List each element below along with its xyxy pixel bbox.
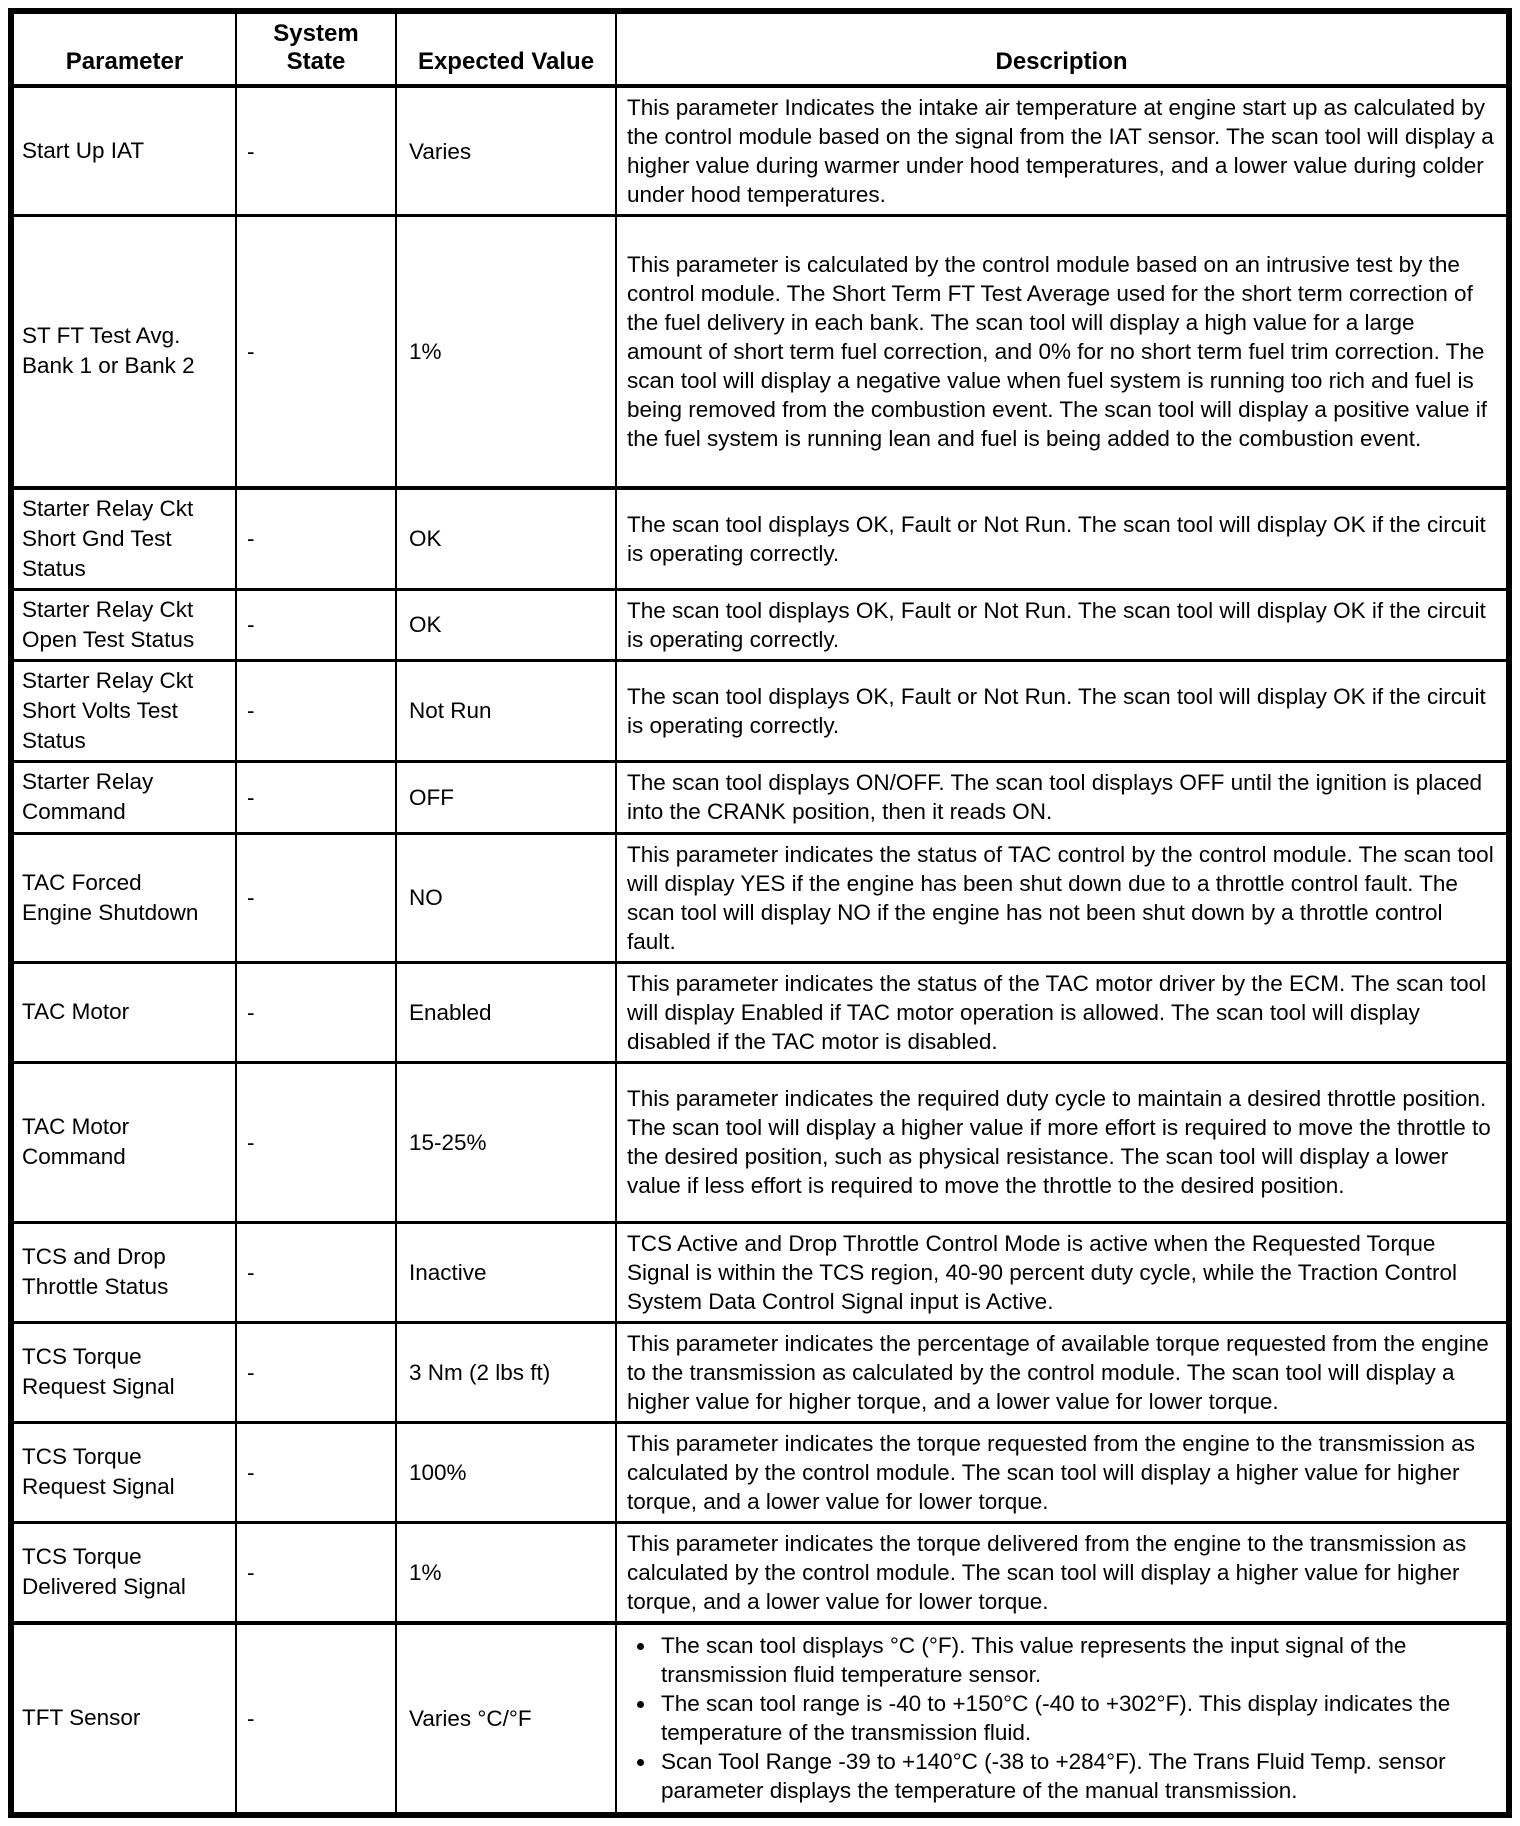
system-state-cell: - (236, 1422, 396, 1522)
description-cell: TCS Active and Drop Throttle Control Mode is active when the Requested Torque Signal is within the TCS region, 40-90 percent duty cycle, while the Traction Control System Data Control Signal input is Active. (616, 1222, 1509, 1322)
description-cell: This parameter indicates the torque requested from the engine to the transmission as calculated by the control module. The scan tool will display a higher value for higher torque, and a lower value for lower torque. (616, 1422, 1509, 1522)
system-state-cell: - (236, 86, 396, 216)
table-row (11, 1062, 1509, 1222)
parameter-cell: Starter Relay Ckt Short Gnd Test Status (11, 488, 236, 590)
expected-value-cell: Inactive (396, 1222, 616, 1322)
header-description: Description (616, 11, 1509, 86)
table-row (11, 1522, 1509, 1623)
scan-tool-data-table (8, 8, 1512, 1818)
system-state-cell: - (236, 833, 396, 962)
description-cell: This parameter indicates the required duty cycle to maintain a desired throttle position. The scan tool will display a higher value if more effort is required to move the throttle to the desired position, such as physical resistance. The scan tool will display a lower value if less effort is required to move the throttle to the desired position. (616, 1062, 1509, 1222)
expected-value-cell: 100% (396, 1422, 616, 1522)
description-cell: This parameter Indicates the intake air temperature at engine start up as calculated by the control module based on the signal from the IAT sensor. The scan tool will display a higher value during warmer under hood temperatures, and a lower value during colder under hood temperatures. (616, 86, 1509, 216)
header-parameter: Parameter (11, 11, 236, 86)
table-row (11, 488, 1509, 590)
table-row (11, 589, 1509, 660)
table-row (11, 1422, 1509, 1522)
system-state-cell: - (236, 761, 396, 833)
description-cell: The scan tool displays ON/OFF. The scan tool displays OFF until the ignition is placed into the CRANK position, then it reads ON. (616, 761, 1509, 833)
table-row (11, 1322, 1509, 1422)
system-state-cell: - (236, 1522, 396, 1623)
system-state-cell: - (236, 962, 396, 1062)
parameter-cell: ST FT Test Avg. Bank 1 or Bank 2 (11, 216, 236, 488)
description-cell: This parameter is calculated by the control module based on an intrusive test by the control module. The Short Term FT Test Average used for the short term correction of the fuel delivery in each bank. The scan tool will display a high value for a large amount of short term fuel correction, and 0% for no short term fuel trim correction. The scan tool will display a negative value when fuel system is running too rich and fuel is being removed from the combustion event. The scan tool will display a positive value if the fuel system is running lean and fuel is being added to the combustion event. (616, 216, 1509, 488)
system-state-cell: - (236, 1222, 396, 1322)
system-state-cell: - (236, 1322, 396, 1422)
parameter-cell: Start Up IAT (11, 86, 236, 216)
parameter-cell: TCS and Drop Throttle Status (11, 1222, 236, 1322)
header-expected-value: Expected Value (396, 11, 616, 86)
description-cell: The scan tool displays OK, Fault or Not Run. The scan tool will display OK if the circuit is operating correctly. (616, 660, 1509, 761)
system-state-cell: - (236, 589, 396, 660)
expected-value-cell: OFF (396, 761, 616, 833)
expected-value-cell: 15-25% (396, 1062, 616, 1222)
description-cell (616, 1623, 1509, 1815)
description-bullet: • The scan tool range is -40 to +150°C (-40 to +302°F). This display indicates the temperature of the transmission fluid. (657, 1689, 1494, 1747)
parameter-cell: TAC Motor Command (11, 1062, 236, 1222)
expected-value-cell: OK (396, 589, 616, 660)
description-bullet: • The scan tool displays °C (°F). This value represents the input signal of the transmission fluid temperature sensor. (657, 1631, 1494, 1689)
parameter-cell: Starter Relay Command (11, 761, 236, 833)
expected-value-cell: 1% (396, 1522, 616, 1623)
expected-value-cell: 3 Nm (2 lbs ft) (396, 1322, 616, 1422)
description-cell: This parameter indicates the status of TAC control by the control module. The scan tool will display YES if the engine has been shut down due to a throttle control fault. The scan tool will display NO if the engine has not been shut down by a throttle control fault. (616, 833, 1509, 962)
parameter-cell: TAC Forced Engine Shutdown (11, 833, 236, 962)
expected-value-cell: Varies °C/°F (396, 1623, 616, 1815)
table-row (11, 216, 1509, 488)
description-cell: This parameter indicates the status of the TAC motor driver by the ECM. The scan tool will display Enabled if TAC motor operation is allowed. The scan tool will display disabled if the TAC motor is disabled. (616, 962, 1509, 1062)
system-state-cell: - (236, 1062, 396, 1222)
table-header (11, 11, 1509, 86)
description-bullet-list (627, 1631, 1494, 1805)
expected-value-cell: Varies (396, 86, 616, 216)
table-row (11, 1222, 1509, 1322)
system-state-cell: - (236, 660, 396, 761)
parameter-cell: TAC Motor (11, 962, 236, 1062)
table-row (11, 761, 1509, 833)
header-row (11, 11, 1509, 86)
parameter-cell: Starter Relay Ckt Short Volts Test Status (11, 660, 236, 761)
table-body (11, 86, 1509, 1815)
system-state-cell: - (236, 216, 396, 488)
parameter-cell: TCS Torque Request Signal (11, 1322, 236, 1422)
description-cell: This parameter indicates the torque delivered from the engine to the transmission as calculated by the control module. The scan tool will display a higher value for higher torque, and a lower value for lower torque. (616, 1522, 1509, 1623)
expected-value-cell: 1% (396, 216, 616, 488)
parameter-cell: TCS Torque Request Signal (11, 1422, 236, 1522)
description-bullet: • Scan Tool Range -39 to +140°C (-38 to +284°F). The Trans Fluid Temp. sensor parameter displays the temperature of the manual transmission. (657, 1747, 1494, 1805)
header-system-state: System State (236, 11, 396, 86)
system-state-cell: - (236, 1623, 396, 1815)
expected-value-cell: Not Run (396, 660, 616, 761)
table-row (11, 1623, 1509, 1815)
expected-value-cell: NO (396, 833, 616, 962)
table-row (11, 86, 1509, 216)
system-state-cell: - (236, 488, 396, 590)
parameter-cell: Starter Relay Ckt Open Test Status (11, 589, 236, 660)
parameter-cell: TCS Torque Delivered Signal (11, 1522, 236, 1623)
description-cell: This parameter indicates the percentage of available torque requested from the engine to the transmission as calculated by the control module. The scan tool will display a higher value for higher torque, and a lower value for lower torque. (616, 1322, 1509, 1422)
expected-value-cell: OK (396, 488, 616, 590)
parameter-cell: TFT Sensor (11, 1623, 236, 1815)
expected-value-cell: Enabled (396, 962, 616, 1062)
table-row (11, 833, 1509, 962)
description-cell: The scan tool displays OK, Fault or Not Run. The scan tool will display OK if the circuit is operating correctly. (616, 589, 1509, 660)
table-row (11, 660, 1509, 761)
description-cell: The scan tool displays OK, Fault or Not Run. The scan tool will display OK if the circuit is operating correctly. (616, 488, 1509, 590)
table-row (11, 962, 1509, 1062)
